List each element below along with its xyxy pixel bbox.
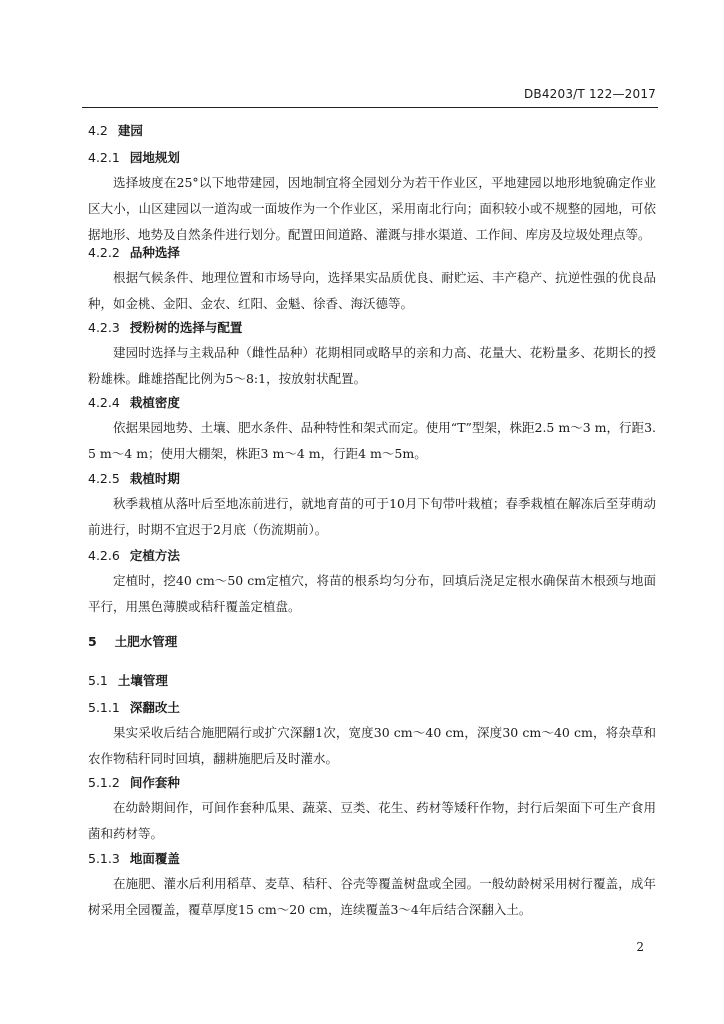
heading-number: 5 bbox=[88, 634, 97, 649]
heading-4-2 bbox=[88, 121, 143, 139]
heading-5-1-2 bbox=[88, 773, 180, 791]
page-number: 2 bbox=[636, 940, 644, 954]
heading-title: 栽植密度 bbox=[129, 395, 180, 410]
heading-number: 4.2.5 bbox=[88, 471, 120, 486]
heading-title: 间作套种 bbox=[129, 775, 180, 790]
heading-number: 5.1.1 bbox=[88, 700, 120, 715]
heading-title: 深翻改土 bbox=[129, 700, 180, 715]
heading-title: 建园 bbox=[117, 123, 143, 138]
heading-number: 4.2.3 bbox=[88, 320, 120, 335]
paragraph-5-1-3: 在施肥、灌水后利用稻草、麦草、秸秆、谷壳等覆盖树盘或全园。一般幼龄树采用树行覆盖，成年树采用全园覆盖，覆草厚度15 cm～20 cm，连续覆盖3～4年后结合深翻入土。 bbox=[88, 876, 656, 917]
heading-number: 5.1.2 bbox=[88, 775, 120, 790]
heading-number: 4.2.6 bbox=[88, 548, 120, 563]
heading-number: 4.2.2 bbox=[88, 245, 120, 260]
header-rule bbox=[82, 107, 658, 108]
paragraph-5-1-2: 在幼龄期间作，可间作套种瓜果、蔬菜、豆类、花生、药材等矮秆作物，封行后架面下可生产食用菌和药材等。 bbox=[88, 800, 656, 841]
heading-title: 授粉树的选择与配置 bbox=[129, 320, 243, 335]
heading-4-2-5 bbox=[88, 469, 180, 487]
heading-title: 品种选择 bbox=[129, 245, 180, 260]
heading-title: 园地规划 bbox=[129, 150, 180, 165]
heading-4-2-1 bbox=[88, 148, 180, 166]
document-code: DB4203/T 122—2017 bbox=[523, 87, 656, 101]
paragraph-5-1-1: 果实采收后结合施肥隔行或扩穴深翻1次，宽度30 cm～40 cm，深度30 cm～40 cm，将杂草和农作物秸秆同时回填，翻耕施肥后及时灌水。 bbox=[88, 725, 656, 766]
heading-5-1 bbox=[88, 671, 168, 689]
heading-number: 4.2.4 bbox=[88, 395, 120, 410]
paragraph-4-2-4: 依据果园地势、土壤、肥水条件、品种特性和架式而定。使用“T”型架，株距2.5 m～3 m，行距3.5 m～4 m；使用大棚架，株距3 m～4 m，行距4 m～5m。 bbox=[88, 420, 656, 461]
heading-4-2-2 bbox=[88, 243, 180, 261]
paragraph-4-2-5: 秋季栽植从落叶后至地冻前进行，就地育苗的可于10月下旬带叶栽植；春季栽植在解冻后至芽萌动前进行，时期不宜迟于2月底（伤流期前）。 bbox=[88, 496, 656, 537]
heading-5 bbox=[88, 632, 177, 650]
heading-title: 定植方法 bbox=[129, 548, 180, 563]
heading-5-1-3 bbox=[88, 849, 180, 867]
paragraph-4-2-3: 建园时选择与主栽品种（雌性品种）花期相同或略早的亲和力高、花量大、花粉量多、花期长的授粉雄株。雌雄搭配比例为5～8:1，按放射状配置。 bbox=[88, 345, 656, 386]
paragraph-4-2-1: 选择坡度在25°以下地带建园，因地制宜将全园划分为若干作业区，平地建园以地形地貌确定作业区大小，山区建园以一道沟或一面坡作为一个作业区，采用南北行向；面积较小或不规整的园地，可依据地形、地势及自然条件进行划分。配置田间道路、灌溉与排水渠道、工作间、库房及垃圾处理点等。 bbox=[88, 175, 656, 242]
heading-title: 栽植时期 bbox=[129, 471, 180, 486]
heading-title: 土肥水管理 bbox=[114, 634, 178, 649]
paragraph-4-2-6: 定植时，挖40 cm～50 cm定植穴，将苗的根系均匀分布，回填后浇足定根水确保苗木根颈与地面平行，用黑色薄膜或秸秆覆盖定植盘。 bbox=[88, 573, 656, 614]
heading-number: 4.2.1 bbox=[88, 150, 120, 165]
heading-4-2-6 bbox=[88, 546, 180, 564]
heading-number: 5.1.3 bbox=[88, 851, 120, 866]
heading-4-2-3 bbox=[88, 318, 242, 336]
heading-5-1-1 bbox=[88, 698, 180, 716]
heading-title: 土壤管理 bbox=[117, 673, 168, 688]
heading-title: 地面覆盖 bbox=[129, 851, 180, 866]
heading-number: 4.2 bbox=[88, 123, 108, 138]
paragraph-4-2-2: 根据气候条件、地理位置和市场导向，选择果实品质优良、耐贮运、丰产稳产、抗逆性强的优良品种，如金桃、金阳、金农、红阳、金魁、徐香、海沃德等。 bbox=[88, 270, 656, 311]
heading-number: 5.1 bbox=[88, 673, 108, 688]
heading-4-2-4 bbox=[88, 393, 180, 411]
